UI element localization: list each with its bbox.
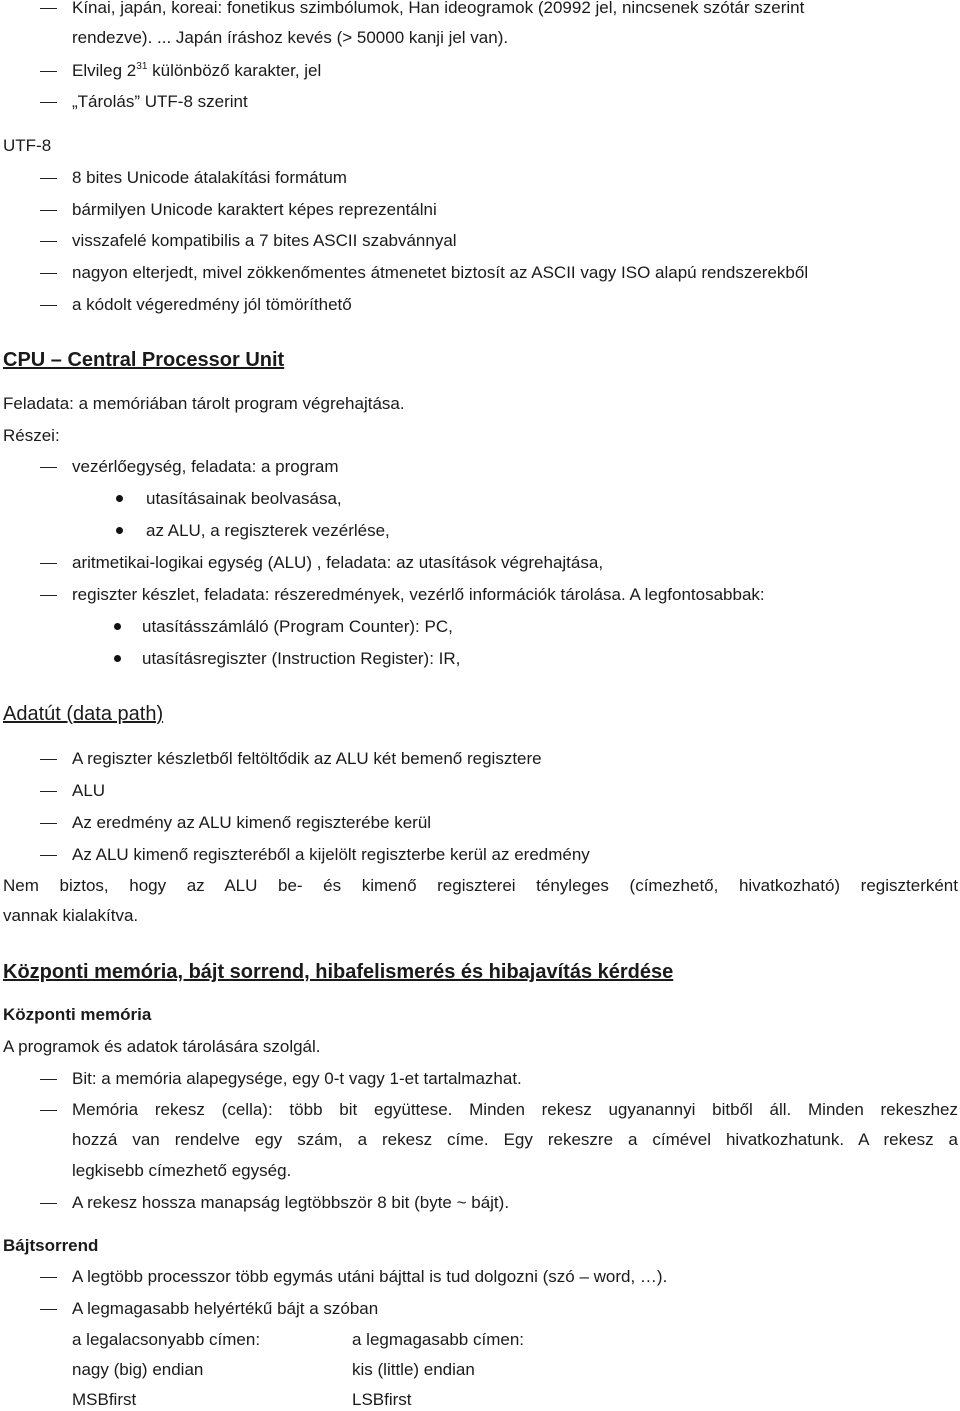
dash-bullet xyxy=(40,102,57,103)
list-item-text: nagyon elterjedt, mivel zökkenőmentes átmenetet biztosít az ASCII vagy ISO alapú rendszerekből xyxy=(72,263,809,282)
list-item-text: hozzá van rendelve egy szám, a rekesz címe. Egy rekeszre a címével hivatkozhatunk. A rekesz a xyxy=(72,1130,958,1149)
dash-bullet xyxy=(40,1277,57,1278)
dash-bullet xyxy=(40,823,57,824)
memory-subheading: Központi memória xyxy=(3,1005,152,1024)
dash-bullet xyxy=(40,595,57,596)
list-item-text: Az ALU kimenő regiszteréből a kijelölt regiszterbe kerül az eredmény xyxy=(72,845,590,864)
list-item-text: A legmagasabb helyértékű bájt a szóban xyxy=(72,1299,379,1318)
dash-bullet xyxy=(40,8,57,9)
dot-bullet xyxy=(116,527,123,534)
superscript: 31 xyxy=(136,61,148,72)
dot-bullet xyxy=(114,623,121,630)
cpu-parts-label: Részei: xyxy=(3,426,60,445)
dash-bullet xyxy=(40,71,57,72)
dash-bullet xyxy=(40,759,57,760)
list-item-text: utasításregiszter (Instruction Register): IR, xyxy=(142,649,461,668)
list-item-text: A regiszter készletből feltöltődik az ALU két bemenő regisztere xyxy=(72,749,542,768)
list-item-text: regiszter készlet, feladata: részeredmények, vezérlő információk tárolása. A legfontosabbak: xyxy=(72,585,765,604)
table-cell-right: LSBfirst xyxy=(352,1390,412,1409)
list-item-text: Az eredmény az ALU kimenő regiszterébe kerül xyxy=(72,813,432,832)
dash-bullet xyxy=(40,1309,57,1310)
dash-bullet xyxy=(40,210,57,211)
list-item-text: utasításszámláló (Program Counter): PC, xyxy=(142,617,453,636)
list-item-text: Memória rekesz (cella): több bit együttese. Minden rekesz ugyanannyi bitből áll. Minden rekeszhez xyxy=(72,1100,958,1119)
list-item-text: bármilyen Unicode karaktert képes reprezentálni xyxy=(72,200,437,219)
list-item-text: Kínai, japán, koreai: fonetikus szimbólumok, Han ideogramok (20992 jel, nincsenek szótár szerint xyxy=(72,0,805,17)
list-item-text: visszafelé kompatibilis a 7 bites ASCII szabvánnyal xyxy=(72,231,457,250)
datapath-note-end: vannak kialakítva. xyxy=(3,906,139,925)
dash-bullet xyxy=(40,791,57,792)
list-item-text: 8 bites Unicode átalakítási formátum xyxy=(72,168,347,187)
list-item-text: vezérlőegység, feladata: a program xyxy=(72,457,339,476)
list-item-text: Elvileg $2^{31}$ különböző karakter, jel xyxy=(72,61,322,80)
table-cell-left: nagy (big) endian xyxy=(72,1360,204,1379)
dash-bullet xyxy=(40,305,57,306)
table-cell-right: a legmagasabb címen: xyxy=(352,1330,524,1349)
memory-intro: A programok és adatok tárolására szolgál. xyxy=(3,1037,321,1056)
list-item-text: utasításainak beolvasása, xyxy=(146,489,342,508)
list-item-text: A legtöbb processzor több egymás utáni bájttal is tud dolgozni (szó – word, …). xyxy=(72,1267,668,1286)
dash-bullet xyxy=(40,855,57,856)
dash-bullet xyxy=(40,1110,57,1111)
list-item-text: A rekesz hossza manapság legtöbbször 8 bit (byte ~ bájt). xyxy=(72,1193,510,1212)
datapath-note: Nem biztos, hogy az ALU be- és kimenő regiszterei tényleges (címezhető, hivatkozható) regiszterként xyxy=(3,876,958,895)
cpu-heading: CPU – Central Processor Unit xyxy=(3,349,285,371)
list-item-text: rendezve). ... Japán íráshoz kevés (> 50000 kanji jel van). xyxy=(72,28,509,47)
dot-bullet xyxy=(114,655,121,662)
byteorder-heading: Bájtsorrend xyxy=(3,1236,99,1255)
dash-bullet xyxy=(40,563,57,564)
table-cell-right: kis (little) endian xyxy=(352,1360,475,1379)
memory-heading: Központi memória, bájt sorrend, hibafelismerés és hibajavítás kérdése xyxy=(3,961,674,983)
table-cell-left: a legalacsonyabb címen: xyxy=(72,1330,261,1349)
list-item-text: aritmetikai-logikai egység (ALU) , feladata: az utasítások végrehajtása, xyxy=(72,553,604,572)
dash-bullet xyxy=(40,178,57,179)
cpu-task: Feladata: a memóriában tárolt program végrehajtása. xyxy=(3,394,405,413)
dash-bullet xyxy=(40,467,57,468)
datapath-heading: Adatút (data path) xyxy=(3,703,164,725)
list-item-text: az ALU, a regiszterek vezérlése, xyxy=(146,521,390,540)
dash-bullet xyxy=(40,241,57,242)
list-item-text: legkisebb címezhető egység. xyxy=(72,1161,292,1180)
dash-bullet xyxy=(40,273,57,274)
table-cell-left: MSBfirst xyxy=(72,1390,137,1409)
list-item-text: ALU xyxy=(72,781,106,800)
dot-bullet xyxy=(116,495,123,502)
list-item-text: Bit: a memória alapegysége, egy 0-t vagy 1-et tartalmazhat. xyxy=(72,1069,522,1088)
list-item-text: a kódolt végeredmény jól tömöríthető xyxy=(72,295,352,314)
dash-bullet xyxy=(40,1079,57,1080)
list-item-text: „Tárolás” UTF-8 szerint xyxy=(72,92,248,111)
utf8-heading: UTF-8 xyxy=(3,136,52,155)
dash-bullet xyxy=(40,1203,57,1204)
